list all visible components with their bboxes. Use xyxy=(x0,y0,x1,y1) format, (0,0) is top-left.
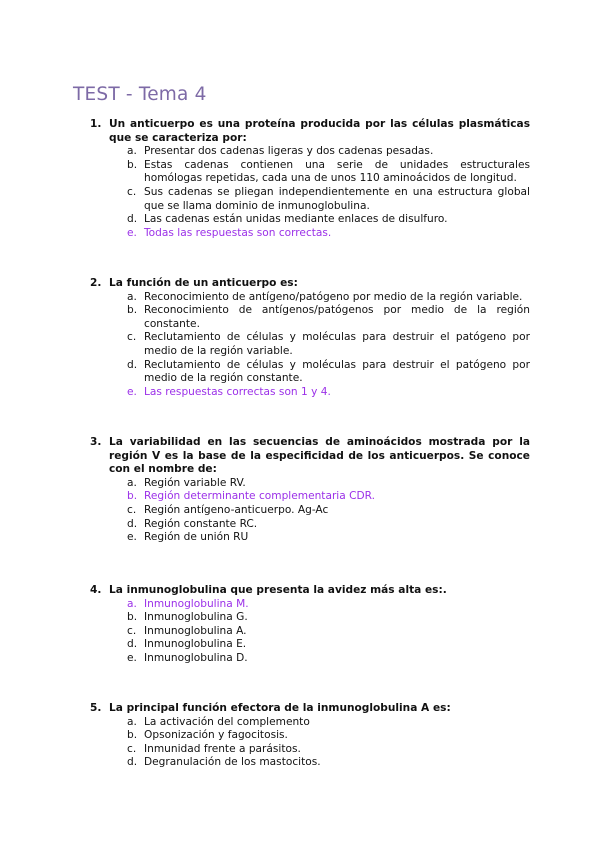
option-d xyxy=(90,213,530,227)
option-letter: b. xyxy=(127,304,138,317)
option-letter: c. xyxy=(127,331,137,344)
option-letter: d. xyxy=(127,756,138,769)
option-a-correct xyxy=(90,598,530,612)
option-letter: a. xyxy=(127,597,137,610)
question-text xyxy=(90,436,530,477)
option-letter: b. xyxy=(127,158,138,171)
option-text: Sus cadenas se pliegan independientemente en una estructura global que se llama dominio de inmunoglobulina. xyxy=(144,185,530,212)
option-text: Región constante RC. xyxy=(144,517,258,530)
question-text xyxy=(90,702,530,716)
question-text xyxy=(90,277,530,291)
option-text: Estas cadenas contienen una serie de unidades estructurales homólogas repetidas, cada una de unos 110 aminoácidos de longitud. xyxy=(144,158,530,185)
option-text: Reclutamiento de células y moléculas para destruir el patógeno por medio de la región variable. xyxy=(144,331,530,357)
option-letter: e. xyxy=(127,226,137,239)
option-c xyxy=(90,625,530,639)
option-text: Región determinante complementaria CDR. xyxy=(144,490,376,503)
option-letter: b. xyxy=(127,490,138,503)
question-number: 4. xyxy=(90,584,102,596)
option-text: Las cadenas están unidas mediante enlaces de disulfuro. xyxy=(144,213,448,226)
option-c xyxy=(90,504,530,518)
option-text: Inmunoglobulina M. xyxy=(144,597,249,610)
option-letter: a. xyxy=(127,476,137,489)
option-letter: d. xyxy=(127,638,138,651)
question-2 xyxy=(90,277,530,399)
option-e-correct xyxy=(90,386,530,400)
option-letter: e. xyxy=(127,531,137,544)
option-d xyxy=(90,518,530,532)
option-text: Degranulación de los mastocitos. xyxy=(144,756,321,769)
options-list xyxy=(90,716,530,770)
options-list xyxy=(90,145,530,240)
question-text xyxy=(90,584,530,598)
option-d xyxy=(90,638,530,652)
option-a xyxy=(90,477,530,491)
question-label: La principal función efectora de la inmunoglobulina A es: xyxy=(109,702,451,714)
option-b xyxy=(90,611,530,625)
option-text: Presentar dos cadenas ligeras y dos cadenas pesadas. xyxy=(144,145,434,158)
option-text: Reconocimiento de antígeno/patógeno por medio de la región variable. xyxy=(144,290,523,303)
option-letter: e. xyxy=(127,651,137,664)
question-label: Un anticuerpo es una proteína producida por las células plasmáticas que se caracteriza por: xyxy=(109,118,530,144)
option-e-correct xyxy=(90,227,530,241)
option-text: Reclutamiento de células y moléculas para destruir el patógeno por medio de la región constante. xyxy=(144,358,530,385)
option-text: Inmunoglobulina D. xyxy=(144,651,248,664)
option-letter: b. xyxy=(127,729,138,742)
page-title: TEST - Tema 4 xyxy=(73,84,207,105)
option-letter: e. xyxy=(127,385,137,398)
option-b xyxy=(90,729,530,743)
option-text: Inmunidad frente a parásitos. xyxy=(144,742,301,755)
option-a xyxy=(90,291,530,305)
option-text: Inmunoglobulina A. xyxy=(144,624,247,637)
option-a xyxy=(90,145,530,159)
option-e xyxy=(90,531,530,545)
question-5 xyxy=(90,702,530,770)
option-c xyxy=(90,743,530,757)
option-letter: a. xyxy=(127,715,137,728)
option-letter: c. xyxy=(127,624,137,637)
option-d xyxy=(90,756,530,770)
question-number: 1. xyxy=(90,118,102,130)
question-number: 5. xyxy=(90,702,102,714)
option-b xyxy=(90,304,530,331)
option-letter: d. xyxy=(127,213,138,226)
option-b xyxy=(90,159,530,186)
option-text: Inmunoglobulina E. xyxy=(144,638,247,651)
option-text: La activación del complemento xyxy=(144,715,310,728)
question-label: La variabilidad en las secuencias de aminoácidos mostrada por la región V es la base de la especificidad de los anticuerpos. Se conoce con el nombre de: xyxy=(109,436,530,476)
option-text: Las respuestas correctas son 1 y 4. xyxy=(144,385,331,398)
option-b-correct xyxy=(90,490,530,504)
option-a xyxy=(90,716,530,730)
option-c xyxy=(90,331,530,358)
option-letter: d. xyxy=(127,517,138,530)
option-text: Región de unión RU xyxy=(144,531,249,544)
option-text: Región antígeno-anticuerpo. Ag-Ac xyxy=(144,503,329,516)
options-list xyxy=(90,477,530,545)
option-letter: c. xyxy=(127,503,137,516)
question-3 xyxy=(90,436,530,545)
question-text xyxy=(90,118,530,145)
option-text: Inmunoglobulina G. xyxy=(144,611,248,624)
question-number: 2. xyxy=(90,277,102,289)
question-number: 3. xyxy=(90,436,102,448)
option-text: Región variable RV. xyxy=(144,476,246,489)
option-letter: d. xyxy=(127,358,138,371)
option-letter: b. xyxy=(127,611,138,624)
option-text: Reconocimiento de antígenos/patógenos por medio de la región constante. xyxy=(144,304,530,330)
option-letter: c. xyxy=(127,185,137,198)
option-e xyxy=(90,652,530,666)
option-letter: a. xyxy=(127,290,137,303)
option-letter: c. xyxy=(127,742,137,755)
option-letter: a. xyxy=(127,145,137,158)
options-list xyxy=(90,598,530,666)
option-text: Opsonización y fagocitosis. xyxy=(144,729,288,742)
question-1 xyxy=(90,118,530,240)
option-text: Todas las respuestas son correctas. xyxy=(144,226,332,239)
option-c xyxy=(90,186,530,213)
question-4 xyxy=(90,584,530,666)
option-d xyxy=(90,359,530,386)
question-label: La inmunoglobulina que presenta la avidez más alta es:. xyxy=(109,584,447,596)
question-label: La función de un anticuerpo es: xyxy=(109,277,298,289)
options-list xyxy=(90,291,530,400)
